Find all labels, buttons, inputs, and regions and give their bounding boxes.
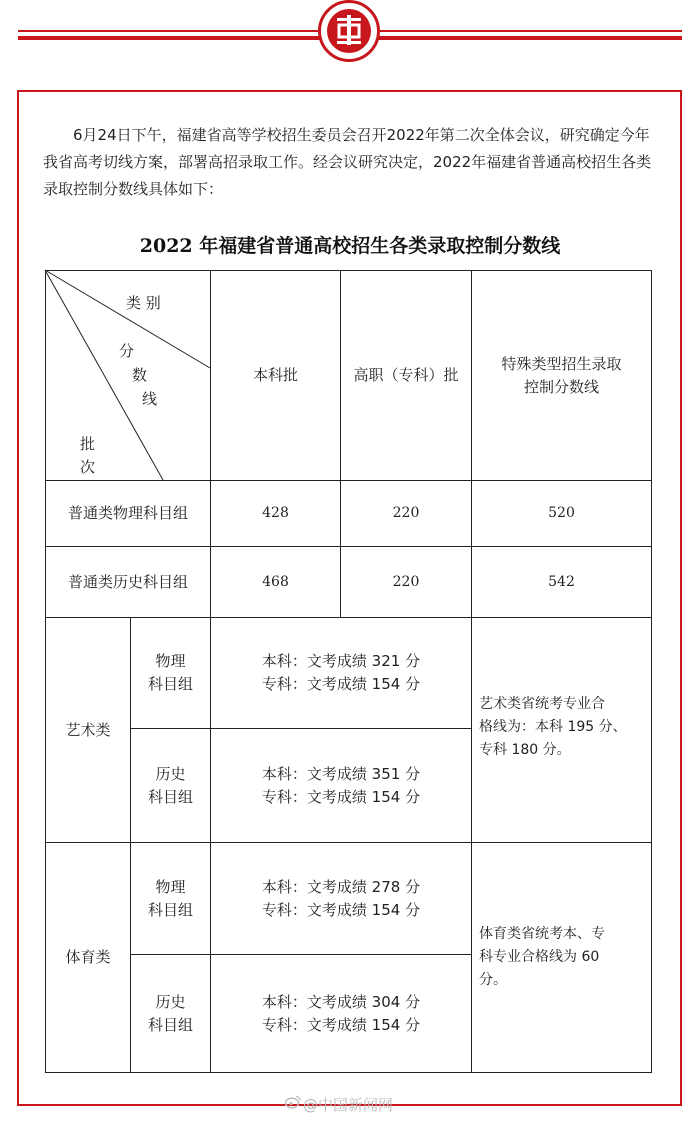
diag-label-batch-2: 次 — [80, 458, 96, 476]
score-sports-physics: 本科：文考成绩 278 分 专科：文考成绩 154 分 — [261, 877, 421, 919]
intro-paragraph: 6月24日下午，福建省高等学校招生委员会召开2022年第二次全体会议，研究确定今年我省高考切线方案，部署高招录取工作。经会议研究决定，2022年福建省普通高校招生各类录取控制分数线具体如下： — [43, 126, 652, 198]
note-art: 艺术类省统考专业合 格线为：本科 195 分、 专科 180 分。 — [479, 696, 627, 758]
weibo-icon — [285, 1095, 301, 1109]
diag-label-score-2: 数 — [132, 366, 148, 384]
score-art-history: 本科：文考成绩 351 分 专科：文考成绩 154 分 — [261, 764, 421, 806]
col-header-special: 特殊类型招生录取 控制分数线 — [501, 354, 622, 396]
score-art-physics: 本科：文考成绩 321 分 专科：文考成绩 154 分 — [261, 652, 421, 693]
table-cell-value: 428 — [262, 505, 289, 521]
diag-label-category: 类 别 — [126, 294, 161, 312]
diag-label-score-1: 分 — [119, 342, 135, 360]
table-cell-value: 220 — [392, 573, 420, 590]
table-cell-value: 542 — [548, 573, 575, 590]
subgroup-art-history: 历史 科目组 — [147, 764, 193, 806]
subgroup-sports-physics: 物理 科目组 — [147, 877, 193, 919]
subgroup-sports-history: 历史 科目组 — [147, 992, 193, 1034]
row-label-physics: 普通类物理科目组 — [67, 504, 188, 522]
col-header-benke: 本科批 — [252, 366, 298, 384]
subgroup-art-physics: 物理 科目组 — [147, 652, 193, 693]
table-title: 2022 年福建省普通高校招生各类录取控制分数线 — [139, 235, 561, 257]
table-cell-value: 468 — [262, 573, 289, 590]
diag-label-score-3: 线 — [142, 390, 158, 408]
row-label-history: 普通类历史科目组 — [67, 572, 188, 591]
col-header-gaozhi: 高职（专科）批 — [353, 366, 459, 384]
note-sports: 体育类省统考本、专 科专业合格线为 60 分。 — [479, 926, 605, 988]
watermark: @中国新闻网 — [303, 1096, 394, 1114]
table-cell-value: 520 — [548, 505, 575, 521]
score-sports-history: 本科：文考成绩 304 分 专科：文考成绩 154 分 — [261, 992, 421, 1034]
diag-label-batch-1: 批 — [80, 435, 96, 453]
category-art: 艺术类 — [65, 720, 111, 739]
table-cell-value: 220 — [392, 505, 420, 521]
category-sports: 体育类 — [65, 948, 111, 966]
